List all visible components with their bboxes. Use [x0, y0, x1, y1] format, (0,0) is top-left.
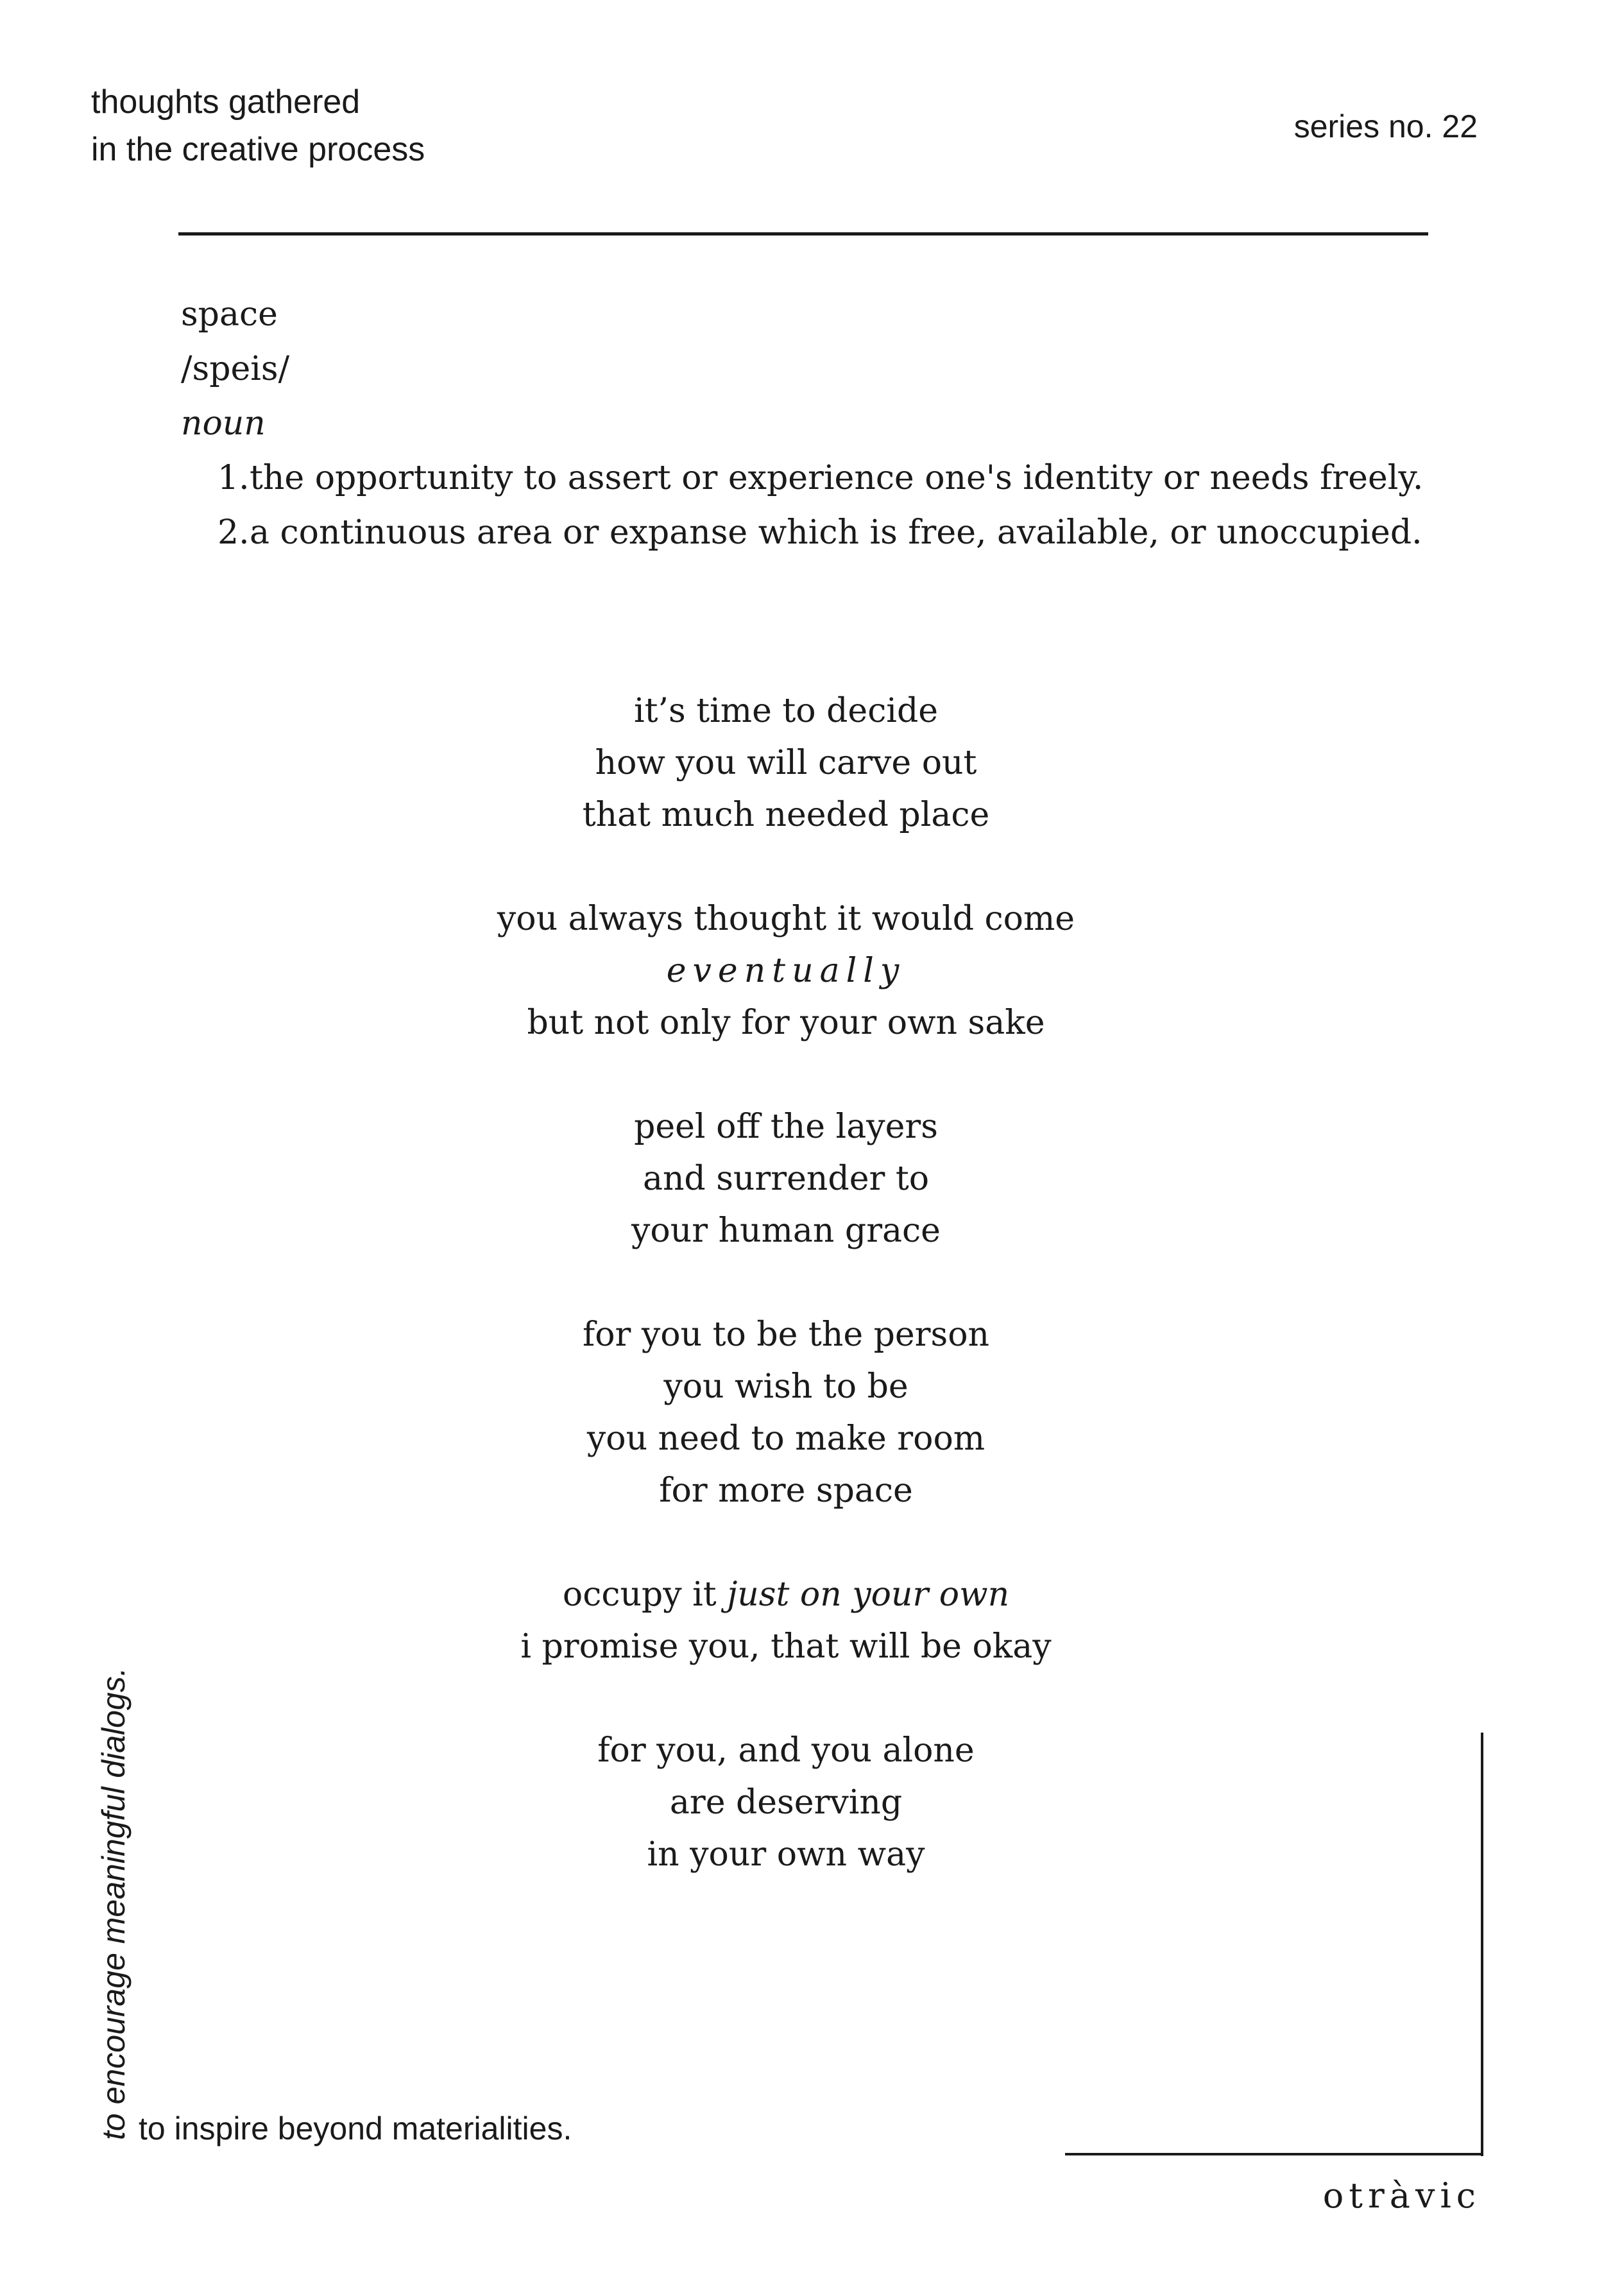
poem-stanza: [0, 893, 1572, 1049]
dictionary-definition: [181, 287, 1423, 560]
header-title-line-2: in the creative process: [91, 131, 425, 168]
definition-word: space: [181, 295, 278, 334]
top-divider: [178, 232, 1428, 236]
sense-number: 1.: [218, 459, 250, 497]
poem-line: for you, and you alone: [597, 1731, 975, 1770]
poem-stanza: [0, 1309, 1572, 1517]
poem-line: [0, 1569, 1572, 1621]
poem-line: your human grace: [631, 1212, 941, 1250]
definition-senses: [181, 451, 1423, 560]
corner-frame-horizontal: [1065, 2153, 1483, 2155]
poem-line: peel off the layers: [634, 1108, 938, 1146]
poem-line-emphasis: eventually: [666, 952, 906, 990]
definition-sense: [181, 451, 1423, 506]
poem: [0, 685, 1572, 1881]
poem-line: are deserving: [669, 1783, 903, 1822]
poem-line: but not only for your own sake: [527, 1004, 1045, 1042]
header-title-line-1: thoughts gathered: [91, 83, 361, 121]
poem-line: you always thought it would come: [497, 900, 1075, 938]
sense-number: 2.: [218, 513, 250, 552]
poem-line: for you to be the person: [582, 1315, 990, 1354]
poem-line: and surrender to: [642, 1160, 930, 1198]
poem-line: i promise you, that will be okay: [520, 1627, 1052, 1666]
poem-line: that much needed place: [582, 796, 990, 834]
series-number: series no. 22: [1293, 108, 1478, 144]
sense-text: the opportunity to assert or experience one's identity or needs freely.: [250, 459, 1424, 497]
poem-line: you wish to be: [663, 1367, 909, 1406]
poem-line: for more space: [659, 1471, 913, 1510]
header-title: [91, 78, 425, 173]
poem-line: you need to make room: [586, 1419, 985, 1458]
vertical-tagline: to encourage meaningful dialogs.: [96, 1667, 132, 2140]
brand-logo: otràvic: [1322, 2175, 1481, 2216]
poem-stanza: [0, 685, 1572, 841]
bottom-tagline: to inspire beyond materialities.: [139, 2111, 572, 2146]
poem-line: it’s time to decide: [633, 692, 939, 730]
poem-stanza: [0, 1569, 1572, 1673]
corner-frame-vertical: [1481, 1733, 1483, 2156]
poem-line-italic: just on your own: [727, 1575, 1010, 1614]
definition-part-of-speech: noun: [181, 404, 266, 443]
definition-sense: [181, 506, 1423, 560]
definition-pronunciation: /speis/: [181, 350, 290, 388]
poem-stanza: [0, 1101, 1572, 1257]
sense-text: a continuous area or expanse which is free, available, or unoccupied.: [250, 513, 1422, 552]
poem-line: in your own way: [647, 1835, 925, 1874]
poem-line: how you will carve out: [595, 744, 977, 782]
poem-line-plain: occupy it: [562, 1575, 728, 1614]
poem-stanza: [0, 1725, 1572, 1881]
